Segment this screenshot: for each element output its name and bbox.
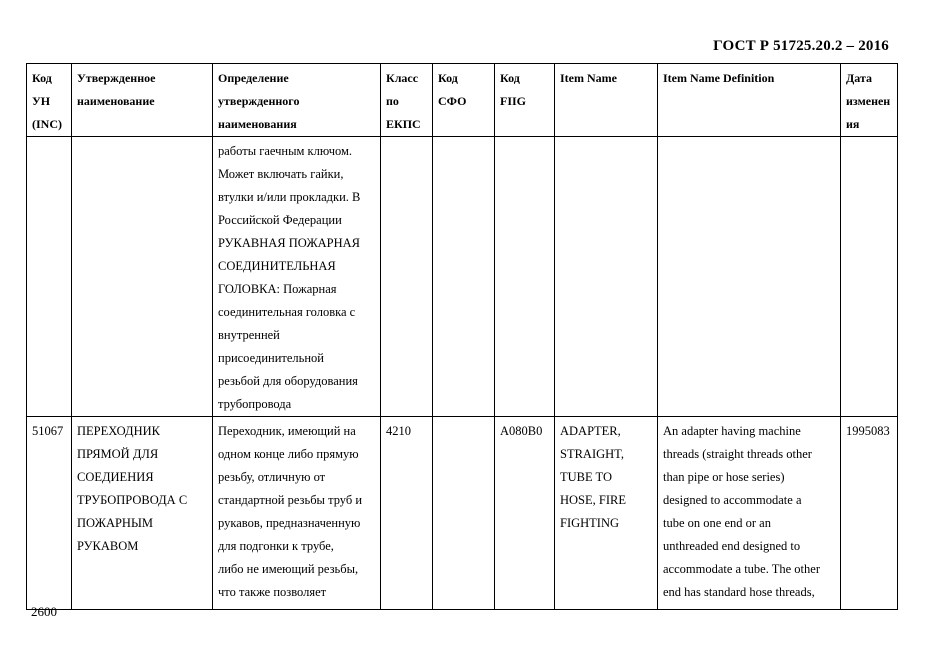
column-header-sfo-code [433,64,495,137]
cell-text-line: Переходник, имеющий на [218,424,356,438]
cell-text-line: An adapter having machine [663,424,801,438]
cell-text-line: трубопровода [218,397,292,411]
cell-text-line: соединительная головка с [218,305,356,319]
cell-definition [213,137,381,417]
cell-text-line: внутренней [218,328,280,342]
column-header-fiig-code [495,64,555,137]
cell-text-line: для подгонки к трубе, [218,539,334,553]
cell-text-line: FIGHTING [560,516,620,530]
cell-inc [27,417,72,610]
cell-text-line: TUBE TO [560,470,612,484]
column-header-line: по [386,94,399,108]
cell-text-line: ГОЛОВКА: Пожарная [218,282,337,296]
cell-item-definition [658,137,841,417]
column-header-line: (INC) [32,117,62,131]
column-header-line: ия [846,117,860,131]
table-header-row [27,64,898,137]
cell-text-line: 4210 [386,424,411,438]
cell-fiig-code [495,137,555,417]
cell-text-line: end has standard hose threads, [663,585,815,599]
column-header-line: Класс [386,71,419,85]
column-header-line: Код [500,71,520,85]
column-header-item-name [555,64,658,137]
cell-text-line: резьбой для оборудования [218,374,358,388]
cell-approved-name [72,417,213,610]
cell-text-line: ADAPTER, [560,424,621,438]
cell-date [841,137,898,417]
cell-text-line: than pipe or hose series) [663,470,785,484]
cell-text-line: accommodate a tube. The other [663,562,820,576]
cell-definition [213,417,381,610]
cell-text-line: designed to accommodate a [663,493,802,507]
column-header-line: изменен [846,94,891,108]
cell-sfo-code [433,417,495,610]
cell-text-line: Российской Федерации [218,213,342,227]
column-header-line: Код [438,71,458,85]
column-header-line: утвержденного [218,94,300,108]
cell-text-line: либо не имеющий резьбы, [218,562,359,576]
column-header-inc [27,64,72,137]
cell-approved-name [72,137,213,417]
table-body [27,137,898,610]
cell-text-line: HOSE, FIRE [560,493,626,507]
cell-text-line: ПРЯМОЙ ДЛЯ [77,447,159,461]
cell-text-line: A080B0 [500,424,543,438]
column-header-line: FIIG [500,94,527,108]
cell-sfo-code [433,137,495,417]
cell-text-line: РУКАВОМ [77,539,139,553]
cell-text-line: threads (straight threads other [663,447,812,461]
cell-text-line: присоединительной [218,351,324,365]
cell-text-line: рукавов, предназначенную [218,516,361,530]
column-header-change-date [841,64,898,137]
cell-text-line: ПОЖАРНЫМ [77,516,153,530]
table-row [27,417,898,610]
column-header-line: ЕКПС [386,117,421,131]
cell-text-line: стандартной резьбы труб и [218,493,363,507]
column-header-ekps-class [381,64,433,137]
cell-text-line: что также позволяет [218,585,327,599]
column-header-line: УН [32,94,51,108]
column-header-line: наименование [77,94,155,108]
column-header-approved-name [72,64,213,137]
cell-inc [27,137,72,417]
document-standard-number: ГОСТ Р 51725.20.2 – 2016 [713,38,889,54]
cell-text-line: втулки и/или прокладки. В [218,190,361,204]
column-header-line: Item Name Definition [663,71,775,85]
cell-date [841,417,898,610]
column-header-line: наименования [218,117,297,131]
column-header-line: Определение [218,71,289,85]
cell-text-line: работы гаечным ключом. [218,144,353,158]
cell-ekps-class [381,137,433,417]
page-number: 2600 [31,604,57,619]
cell-text-line: резьбу, отличную от [218,470,326,484]
cell-text-line: ТРУБОПРОВОДА С [77,493,188,507]
cell-text-line: СОЕДИЕНИЯ [77,470,154,484]
cell-text-line: tube on one end or an [663,516,771,530]
cell-text-line: STRAIGHT, [560,447,625,461]
column-header-line: Item Name [560,71,617,85]
cell-ekps-class [381,417,433,610]
cell-text-line: unthreaded end designed to [663,539,801,553]
cell-text-line: СОЕДИНИТЕЛЬНАЯ [218,259,336,273]
cell-text-line: 1995083 [846,424,890,438]
cell-item-name [555,417,658,610]
cell-text-line: РУКАВНАЯ ПОЖАРНАЯ [218,236,361,250]
column-header-line: Утвержденное [77,71,156,85]
column-header-line: СФО [438,94,467,108]
column-header-line: Код [32,71,52,85]
cell-fiig-code [495,417,555,610]
cell-text-line: ПЕРЕХОДНИК [77,424,160,438]
nomenclature-table [26,63,898,610]
cell-text-line: одном конце либо прямую [218,447,359,461]
cell-item-name [555,137,658,417]
column-header-line: Дата [846,71,872,85]
column-header-item-definition [658,64,841,137]
cell-item-definition [658,417,841,610]
cell-text-line: 51067 [32,424,64,438]
cell-text-line: Может включать гайки, [218,167,344,181]
table-row [27,137,898,417]
column-header-definition [213,64,381,137]
